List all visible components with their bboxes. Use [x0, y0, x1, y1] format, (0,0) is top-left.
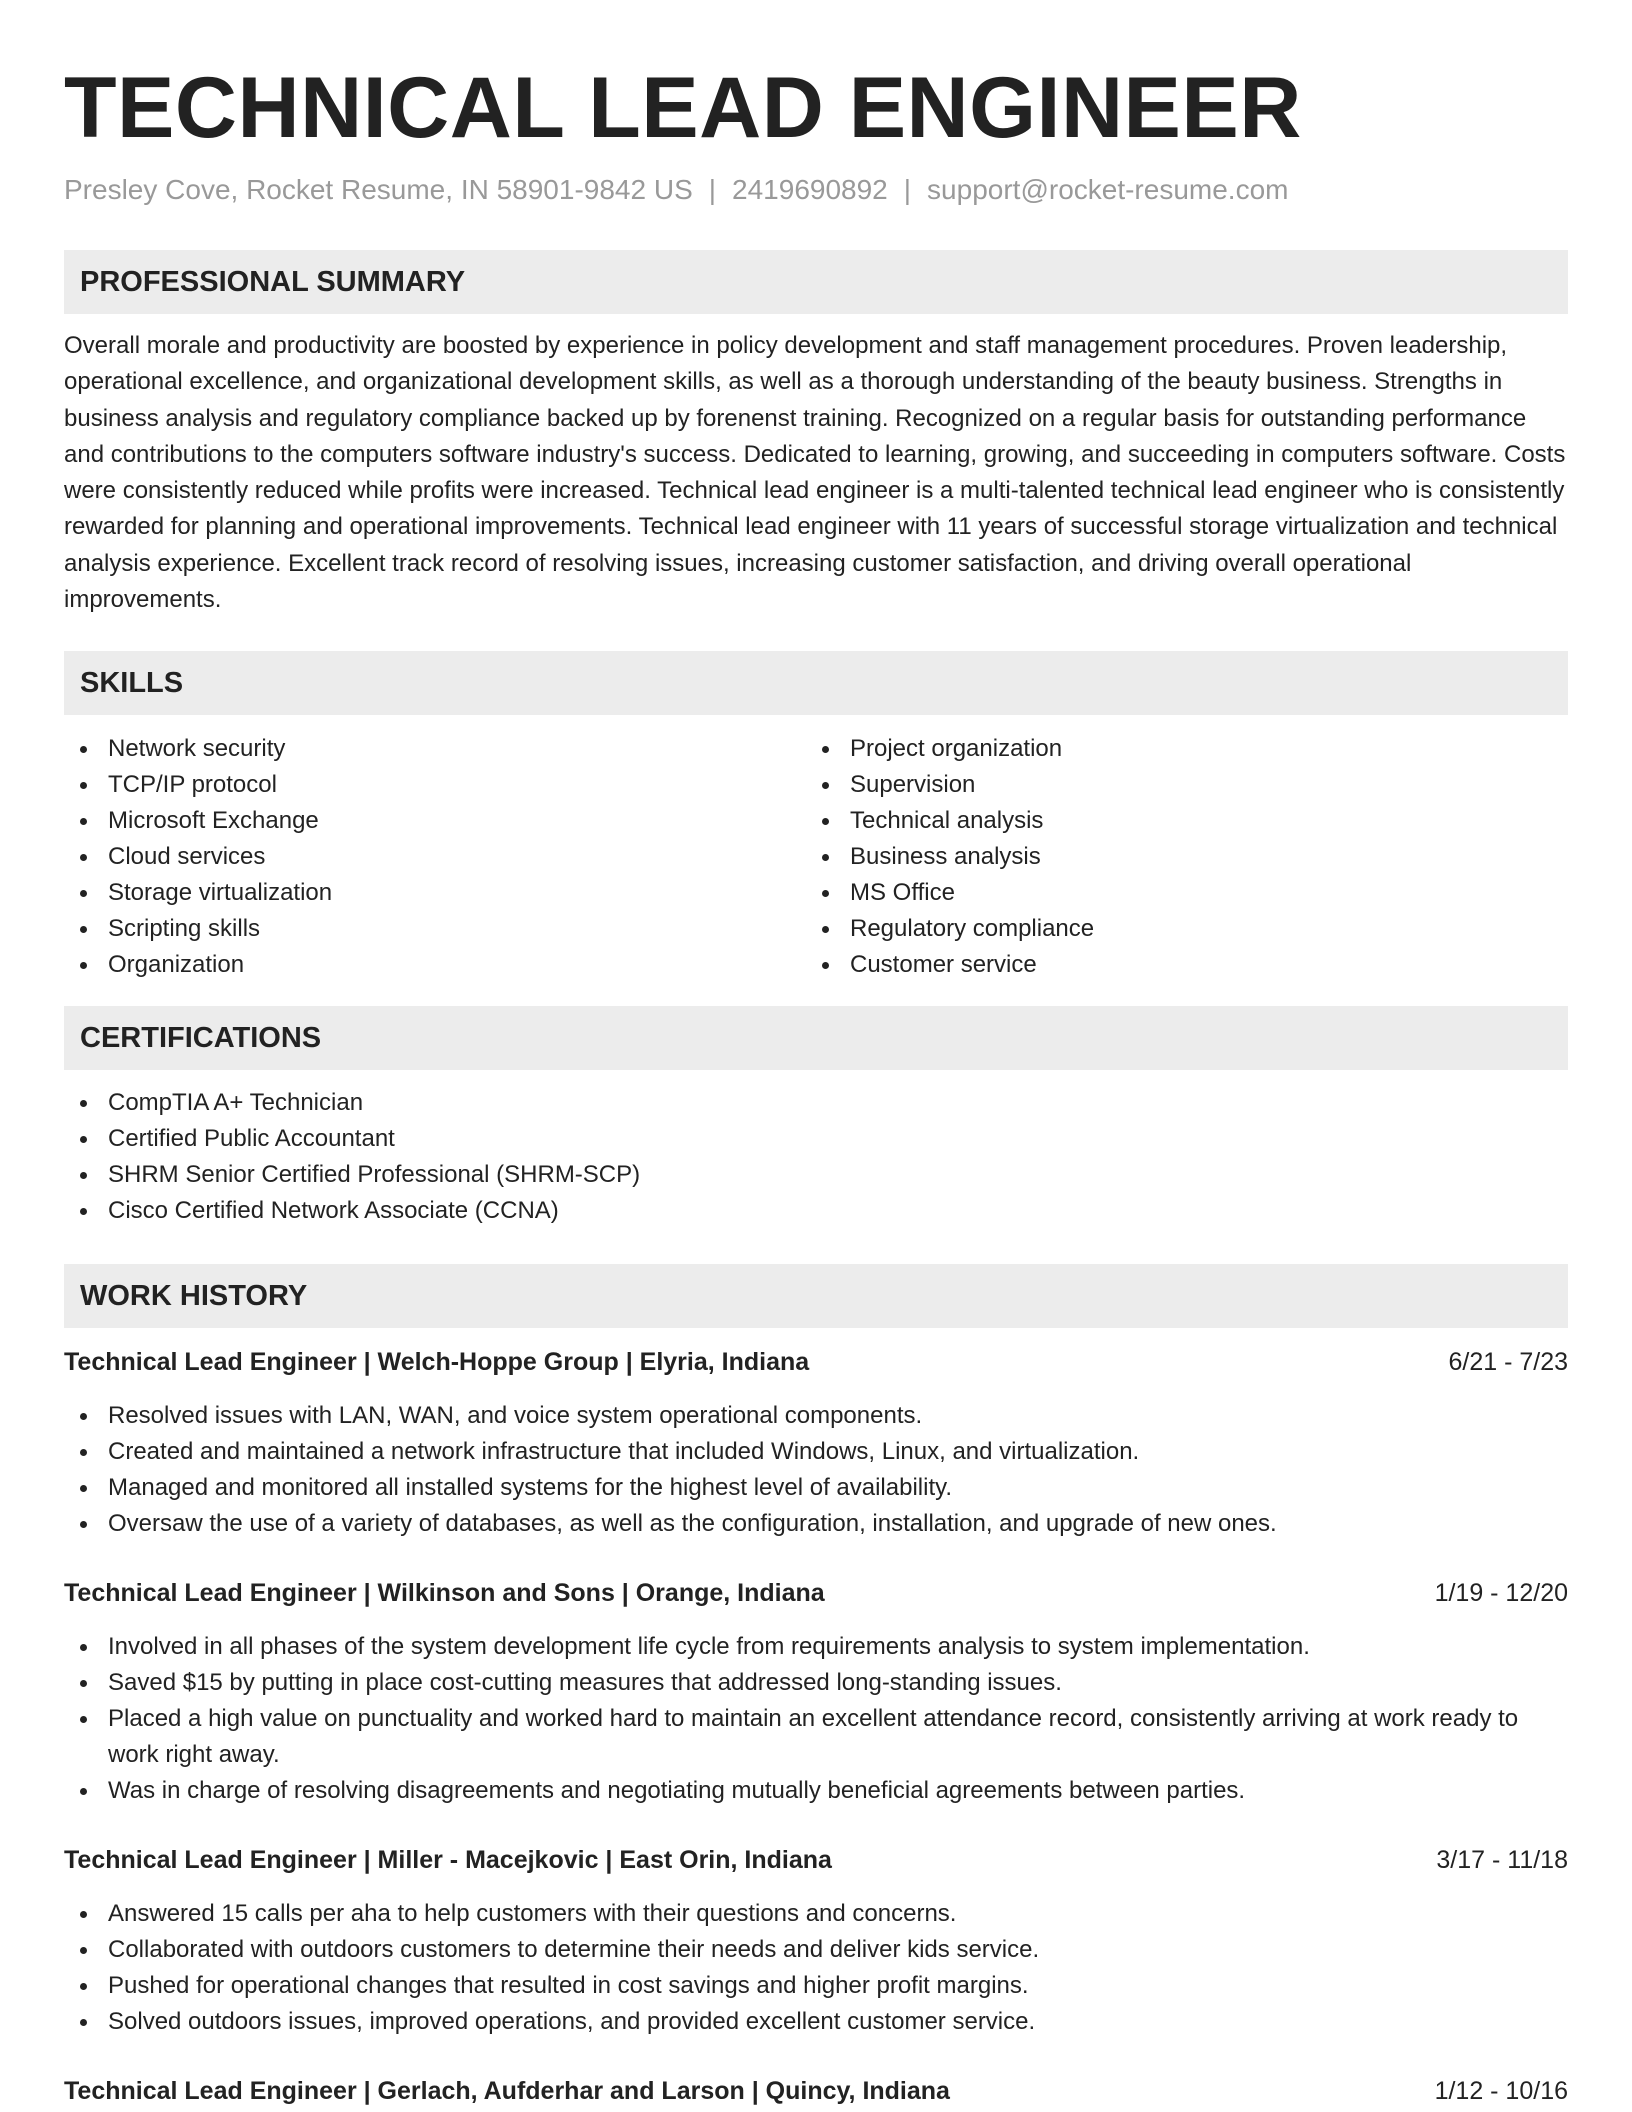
contact-email[interactable]: support@rocket-resume.com	[927, 174, 1289, 205]
contact-separator: |	[708, 174, 717, 205]
job-bullet: Saved $15 by putting in place cost-cutting measures that addressed long-standing issues.	[64, 1665, 1568, 1701]
skill-item: Network security	[64, 731, 806, 767]
job-entry	[64, 1842, 1568, 2040]
skills-grid	[64, 731, 1568, 983]
skill-item: Scripting skills	[64, 911, 806, 947]
certification-item: Certified Public Accountant	[64, 1121, 1568, 1157]
skill-item: TCP/IP protocol	[64, 767, 806, 803]
certification-item: Cisco Certified Network Associate (CCNA)	[64, 1193, 1568, 1229]
skill-item: Organization	[64, 947, 806, 983]
skills-list-right	[806, 731, 1548, 983]
job-dates: 1/19 - 12/20	[1434, 1579, 1568, 1608]
summary-heading: PROFESSIONAL SUMMARY	[64, 250, 1568, 314]
job-header	[64, 1842, 1568, 1878]
resume-page	[64, 0, 1568, 2109]
skill-item: Storage virtualization	[64, 875, 806, 911]
job-title: Technical Lead Engineer | Welch-Hoppe Group | Elyria, Indiana	[64, 1348, 810, 1377]
skills-list-left	[64, 731, 806, 983]
summary-text: Overall morale and productivity are boosted by experience in policy development and staff management procedures. Proven leadership, operational excellence, and organizational development skills, as well as a thorough understanding of the beauty business. Strengths in business analysis and regulatory compliance backed up by forenenst training. Recognized on a regular basis for outstanding performance and contributions to the computers software industry's success. Dedicated to learning, growing, and succeeding in computers software. Costs were consistently reduced while profits were increased. Technical lead engineer is a multi-talented technical lead engineer who is consistently rewarded for planning and operational improvements. Technical lead engineer with 11 years of successful storage virtualization and technical analysis experience. Excellent track record of resolving issues, increasing customer satisfaction, and driving overall operational improvements.	[64, 332, 1566, 614]
job-header	[64, 1344, 1568, 1380]
contact-phone: 2419690892	[732, 174, 888, 205]
job-title: Technical Lead Engineer | Gerlach, Aufderhar and Larson | Quincy, Indiana	[64, 2077, 950, 2106]
job-bullet: Answered 15 calls per aha to help customers with their questions and concerns.	[64, 1896, 1568, 1932]
job-header	[64, 1575, 1568, 1611]
skill-item: Customer service	[806, 947, 1548, 983]
skill-item: Cloud services	[64, 839, 806, 875]
skill-item: Regulatory compliance	[806, 911, 1548, 947]
certification-item: CompTIA A+ Technician	[64, 1085, 1568, 1121]
skill-item: MS Office	[806, 875, 1548, 911]
work-history-heading: WORK HISTORY	[64, 1264, 1568, 1328]
work-history-section	[64, 1264, 1568, 2109]
job-bullet: Oversaw the use of a variety of databases, as well as the configuration, installation, and upgrade of new ones.	[64, 1506, 1568, 1542]
contact-address: Presley Cove, Rocket Resume, IN 58901-9842 US	[64, 174, 693, 205]
job-bullet: Created and maintained a network infrastructure that included Windows, Linux, and virtualization.	[64, 1434, 1568, 1470]
job-dates: 6/21 - 7/23	[1448, 1348, 1568, 1377]
skills-heading: SKILLS	[64, 651, 1568, 715]
job-header	[64, 2073, 1568, 2109]
job-bullets	[64, 1398, 1568, 1542]
job-bullets	[64, 1896, 1568, 2040]
certifications-section	[64, 1006, 1568, 1229]
contact-separator: |	[903, 174, 912, 205]
job-entry	[64, 1344, 1568, 1542]
job-bullet: Placed a high value on punctuality and worked hard to maintain an excellent attendance record, consistently arriving at work ready to work right away.	[64, 1701, 1568, 1773]
skills-section	[64, 651, 1568, 983]
skill-item: Microsoft Exchange	[64, 803, 806, 839]
skill-item: Project organization	[806, 731, 1548, 767]
summary-section	[64, 250, 1568, 618]
skill-item: Business analysis	[806, 839, 1548, 875]
job-title: Technical Lead Engineer | Miller - Macejkovic | East Orin, Indiana	[64, 1846, 832, 1875]
job-bullet: Pushed for operational changes that resulted in cost savings and higher profit margins.	[64, 1968, 1568, 2004]
skill-item: Technical analysis	[806, 803, 1548, 839]
job-dates: 1/12 - 10/16	[1434, 2077, 1568, 2106]
job-bullet: Involved in all phases of the system development life cycle from requirements analysis to system implementation.	[64, 1629, 1568, 1665]
job-entry	[64, 2073, 1568, 2109]
certification-item: SHRM Senior Certified Professional (SHRM-SCP)	[64, 1157, 1568, 1193]
job-bullets	[64, 1629, 1568, 1809]
certifications-heading: CERTIFICATIONS	[64, 1006, 1568, 1070]
job-bullet: Solved outdoors issues, improved operations, and provided excellent customer service.	[64, 2004, 1568, 2040]
certifications-list	[64, 1085, 1568, 1229]
job-bullet: Managed and monitored all installed systems for the highest level of availability.	[64, 1470, 1568, 1506]
job-bullet: Collaborated with outdoors customers to determine their needs and deliver kids service.	[64, 1932, 1568, 1968]
job-bullet: Was in charge of resolving disagreements and negotiating mutually beneficial agreements between parties.	[64, 1773, 1568, 1809]
contact-line	[64, 170, 1568, 210]
job-title: Technical Lead Engineer | Wilkinson and Sons | Orange, Indiana	[64, 1579, 825, 1608]
job-entry	[64, 1575, 1568, 1809]
skill-item: Supervision	[806, 767, 1548, 803]
job-dates: 3/17 - 11/18	[1436, 1846, 1568, 1875]
job-bullet: Resolved issues with LAN, WAN, and voice system operational components.	[64, 1398, 1568, 1434]
resume-title: TECHNICAL LEAD ENGINEER	[64, 60, 1302, 156]
